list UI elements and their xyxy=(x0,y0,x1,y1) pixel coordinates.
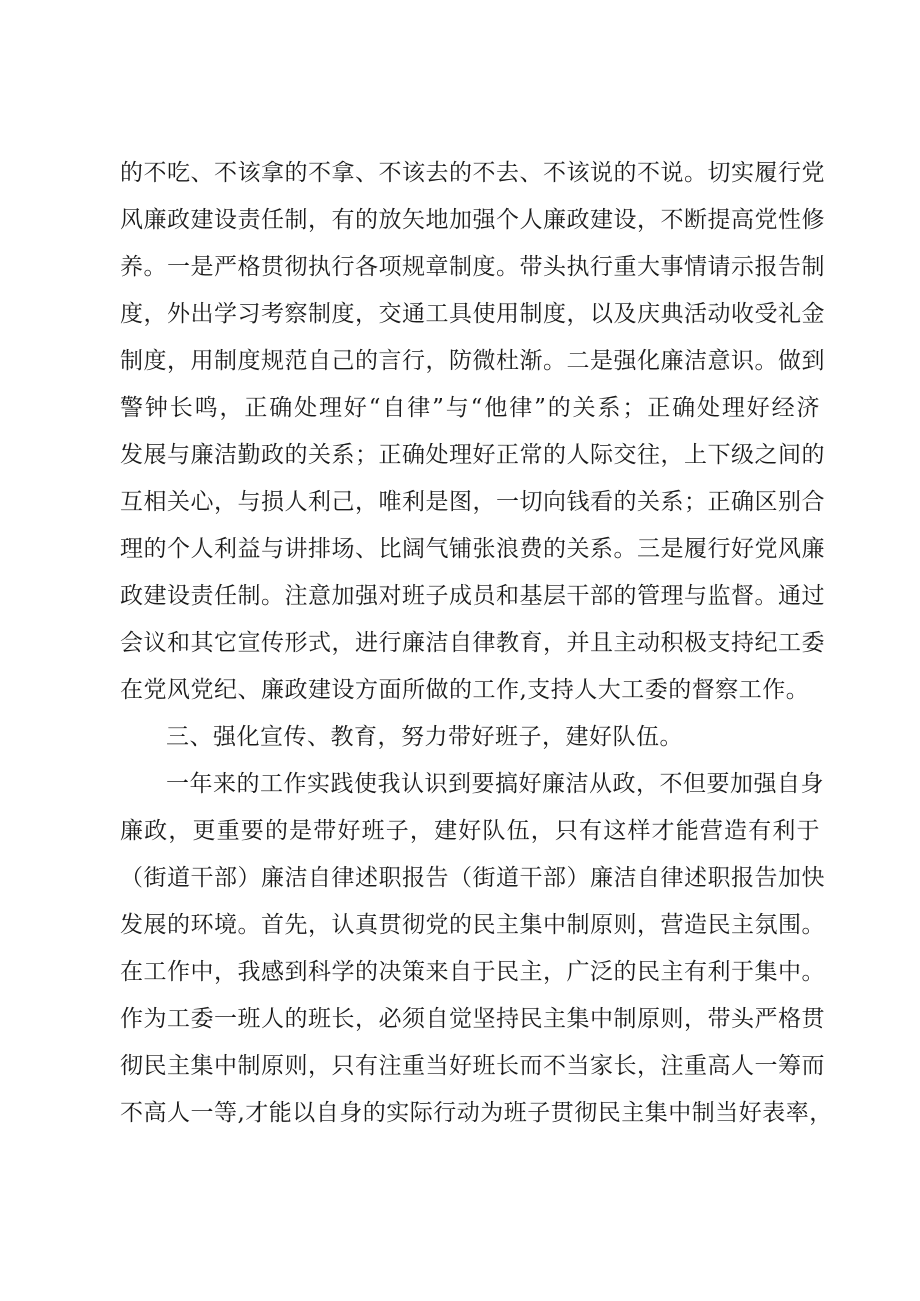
text-line: 政建设责任制。注意加强对班子成员和基层干部的管理与监督。通过 xyxy=(120,583,825,609)
text-line: 在党风党纪、廉政建设方面所做的工作,支持人大工委的督察工作。 xyxy=(120,677,810,703)
text-line: 彻民主集中制原则，只有注重当好班长而不当家长，注重高人一筹而 xyxy=(120,1053,825,1079)
text-line: 一年来的工作实践使我认识到要搞好廉洁从政，不但要加强自身 xyxy=(166,771,824,797)
text-line: 警钟长鸣，正确处理好“自律”与“他律”的关系；正确处理好经济 xyxy=(120,395,820,421)
text-line: 在工作中，我感到科学的决策来自于民主，广泛的民主有利于集中。 xyxy=(120,959,825,985)
text-line: （街道干部）廉洁自律述职报告（街道干部）廉洁自律述职报告加快 xyxy=(120,865,825,891)
text-line: 度，外出学习考察制度，交通工具使用制度，以及庆典活动收受礼金 xyxy=(120,301,825,327)
body-text xyxy=(120,150,833,1137)
text-line: 风廉政建设责任制，有的放矢地加强个人廉政建设，不断提高党性修 xyxy=(120,207,825,233)
text-line: 制度，用制度规范自己的言行，防微杜渐。二是强化廉洁意识。做到 xyxy=(120,348,825,374)
text-line: 发展的环境。首先，认真贯彻党的民主集中制原则，营造民主氛围。 xyxy=(120,912,825,938)
text-line: 不高人一等,才能以自身的实际行动为班子贯彻民主集中制当好表率， xyxy=(120,1100,833,1126)
text-line: 廉政，更重要的是带好班子，建好队伍，只有这样才能营造有利于 xyxy=(120,818,820,844)
text-line: 会议和其它宣传形式，进行廉洁自律教育，并且主动积极支持纪工委 xyxy=(120,630,825,656)
text-line: 作为工委一班人的班长，必须自觉坚持民主集中制原则，带头严格贯 xyxy=(120,1006,825,1032)
section-heading: 三、强化宣传、教育，努力带好班子，建好队伍。 xyxy=(166,724,683,750)
text-line: 理的个人利益与讲排场、比阔气铺张浪费的关系。三是履行好党风廉 xyxy=(120,536,825,562)
text-line: 的不吃、不该拿的不拿、不该去的不去、不该说的不说。切实履行党 xyxy=(120,160,825,186)
text-line: 发展与廉洁勤政的关系；正确处理好正常的人际交往，上下级之间的 xyxy=(120,442,825,468)
text-line: 互相关心，与损人利己，唯利是图，一切向钱看的关系；正确区别合 xyxy=(120,489,825,515)
text-line: 养。一是严格贯彻执行各项规章制度。带头执行重大事情请示报告制 xyxy=(120,254,825,280)
